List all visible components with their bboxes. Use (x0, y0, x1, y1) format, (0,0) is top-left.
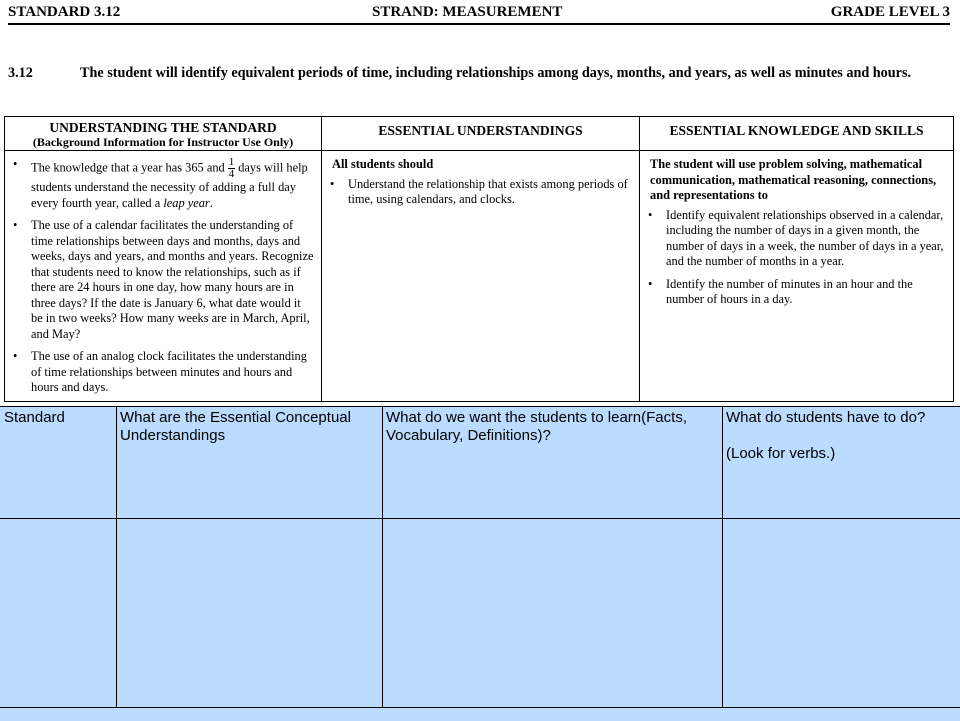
understanding-title: UNDERSTANDING THE STANDARD (49, 120, 277, 135)
understanding-subtitle: (Background Information for Instructor Use Only) (32, 135, 294, 149)
knowledge-skills-lead: The student will use problem solving, mathematical communication, mathematical reasoning, connections, and representations to (650, 157, 937, 202)
one-quarter-fraction (228, 157, 236, 180)
header-understandings-label: What are the Essential Conceptual Understandings (120, 409, 351, 444)
bullet-text: days will help students understand the necessity of adding a full day every fourth year, called a (31, 160, 308, 210)
header-do-hint: (Look for verbs.) (726, 445, 836, 462)
entry-cell-standard[interactable] (0, 518, 116, 707)
header-do-label: What do students have to do? (726, 409, 926, 426)
document-header (8, 2, 950, 24)
bullet-text: . (209, 195, 213, 210)
entry-cell-learn[interactable] (382, 518, 722, 707)
curriculum-framework-table (4, 116, 954, 402)
header-rule (8, 23, 950, 25)
header-cell-do (722, 407, 960, 518)
entry-cell-understandings[interactable] (116, 518, 382, 707)
header-grade-level: GRADE LEVEL 3 (830, 4, 950, 20)
knowledge-skills-column (640, 117, 953, 401)
header-cell-learn (382, 407, 722, 518)
header-learn-label: What do we want the students to learn(Facts, Vocabulary, Definitions)? (386, 409, 687, 444)
entry-cell-do[interactable] (722, 518, 960, 707)
essential-understandings-body (322, 151, 639, 208)
header-standard: STANDARD 3.12 (8, 4, 121, 20)
essential-understandings-header: ESSENTIAL UNDERSTANDINGS (322, 117, 639, 151)
knowledge-skills-bullet-1: • Identify equivalent relationships observed in a calendar, including the number of days in a given month, the number of days in a week, the number of days in a year, and the number of months in a year. (666, 208, 947, 270)
bullet-text: The knowledge that a year has 365 and (31, 160, 225, 175)
understanding-bullet-3: • The use of an analog clock facilitates the understanding of time relationships between minutes and hours and hours and days. (31, 349, 315, 396)
standard-number: 3.12 (8, 65, 33, 81)
understanding-column (5, 117, 322, 401)
knowledge-skills-header: ESSENTIAL KNOWLEDGE AND SKILLS (640, 117, 953, 151)
understanding-body (5, 151, 321, 396)
header-cell-understandings (116, 407, 382, 518)
standard-text: The student will identify equivalent periods of time, including relationships among days, months, and years, as well as minutes and hours. (80, 65, 912, 81)
essential-understandings-column (322, 117, 640, 401)
knowledge-skills-bullet-2: • Identify the number of minutes in an hour and the number of hours in a day. (666, 277, 947, 308)
fraction-denominator: 4 (228, 168, 235, 180)
planning-worksheet-table (0, 406, 960, 721)
knowledge-skills-body (640, 151, 953, 308)
row-divider (0, 707, 960, 708)
header-strand: STRAND: MEASUREMENT (372, 4, 563, 20)
understanding-bullet-1 (31, 157, 315, 211)
essential-understandings-bullet-1: • Understand the relationship that exists among periods of time, using calendars, and clocks. (348, 177, 633, 208)
header-standard-label: Standard (4, 409, 65, 426)
essential-understandings-lead: All students should (332, 157, 434, 171)
leap-year-term: leap year (163, 195, 210, 210)
understanding-header (5, 117, 321, 151)
header-cell-standard (0, 407, 116, 518)
fraction-numerator: 1 (228, 156, 235, 168)
understanding-bullet-2: • The use of a calendar facilitates the understanding of time relationships between days and months, days and weeks, days and years, and months and years. Recognize that students need to know the relationships, such as if there are 24 hours in one day, how many hours are in three days? If the date is January 6, what date would it be in two weeks? How many weeks are in March, April, and May? (31, 218, 315, 342)
